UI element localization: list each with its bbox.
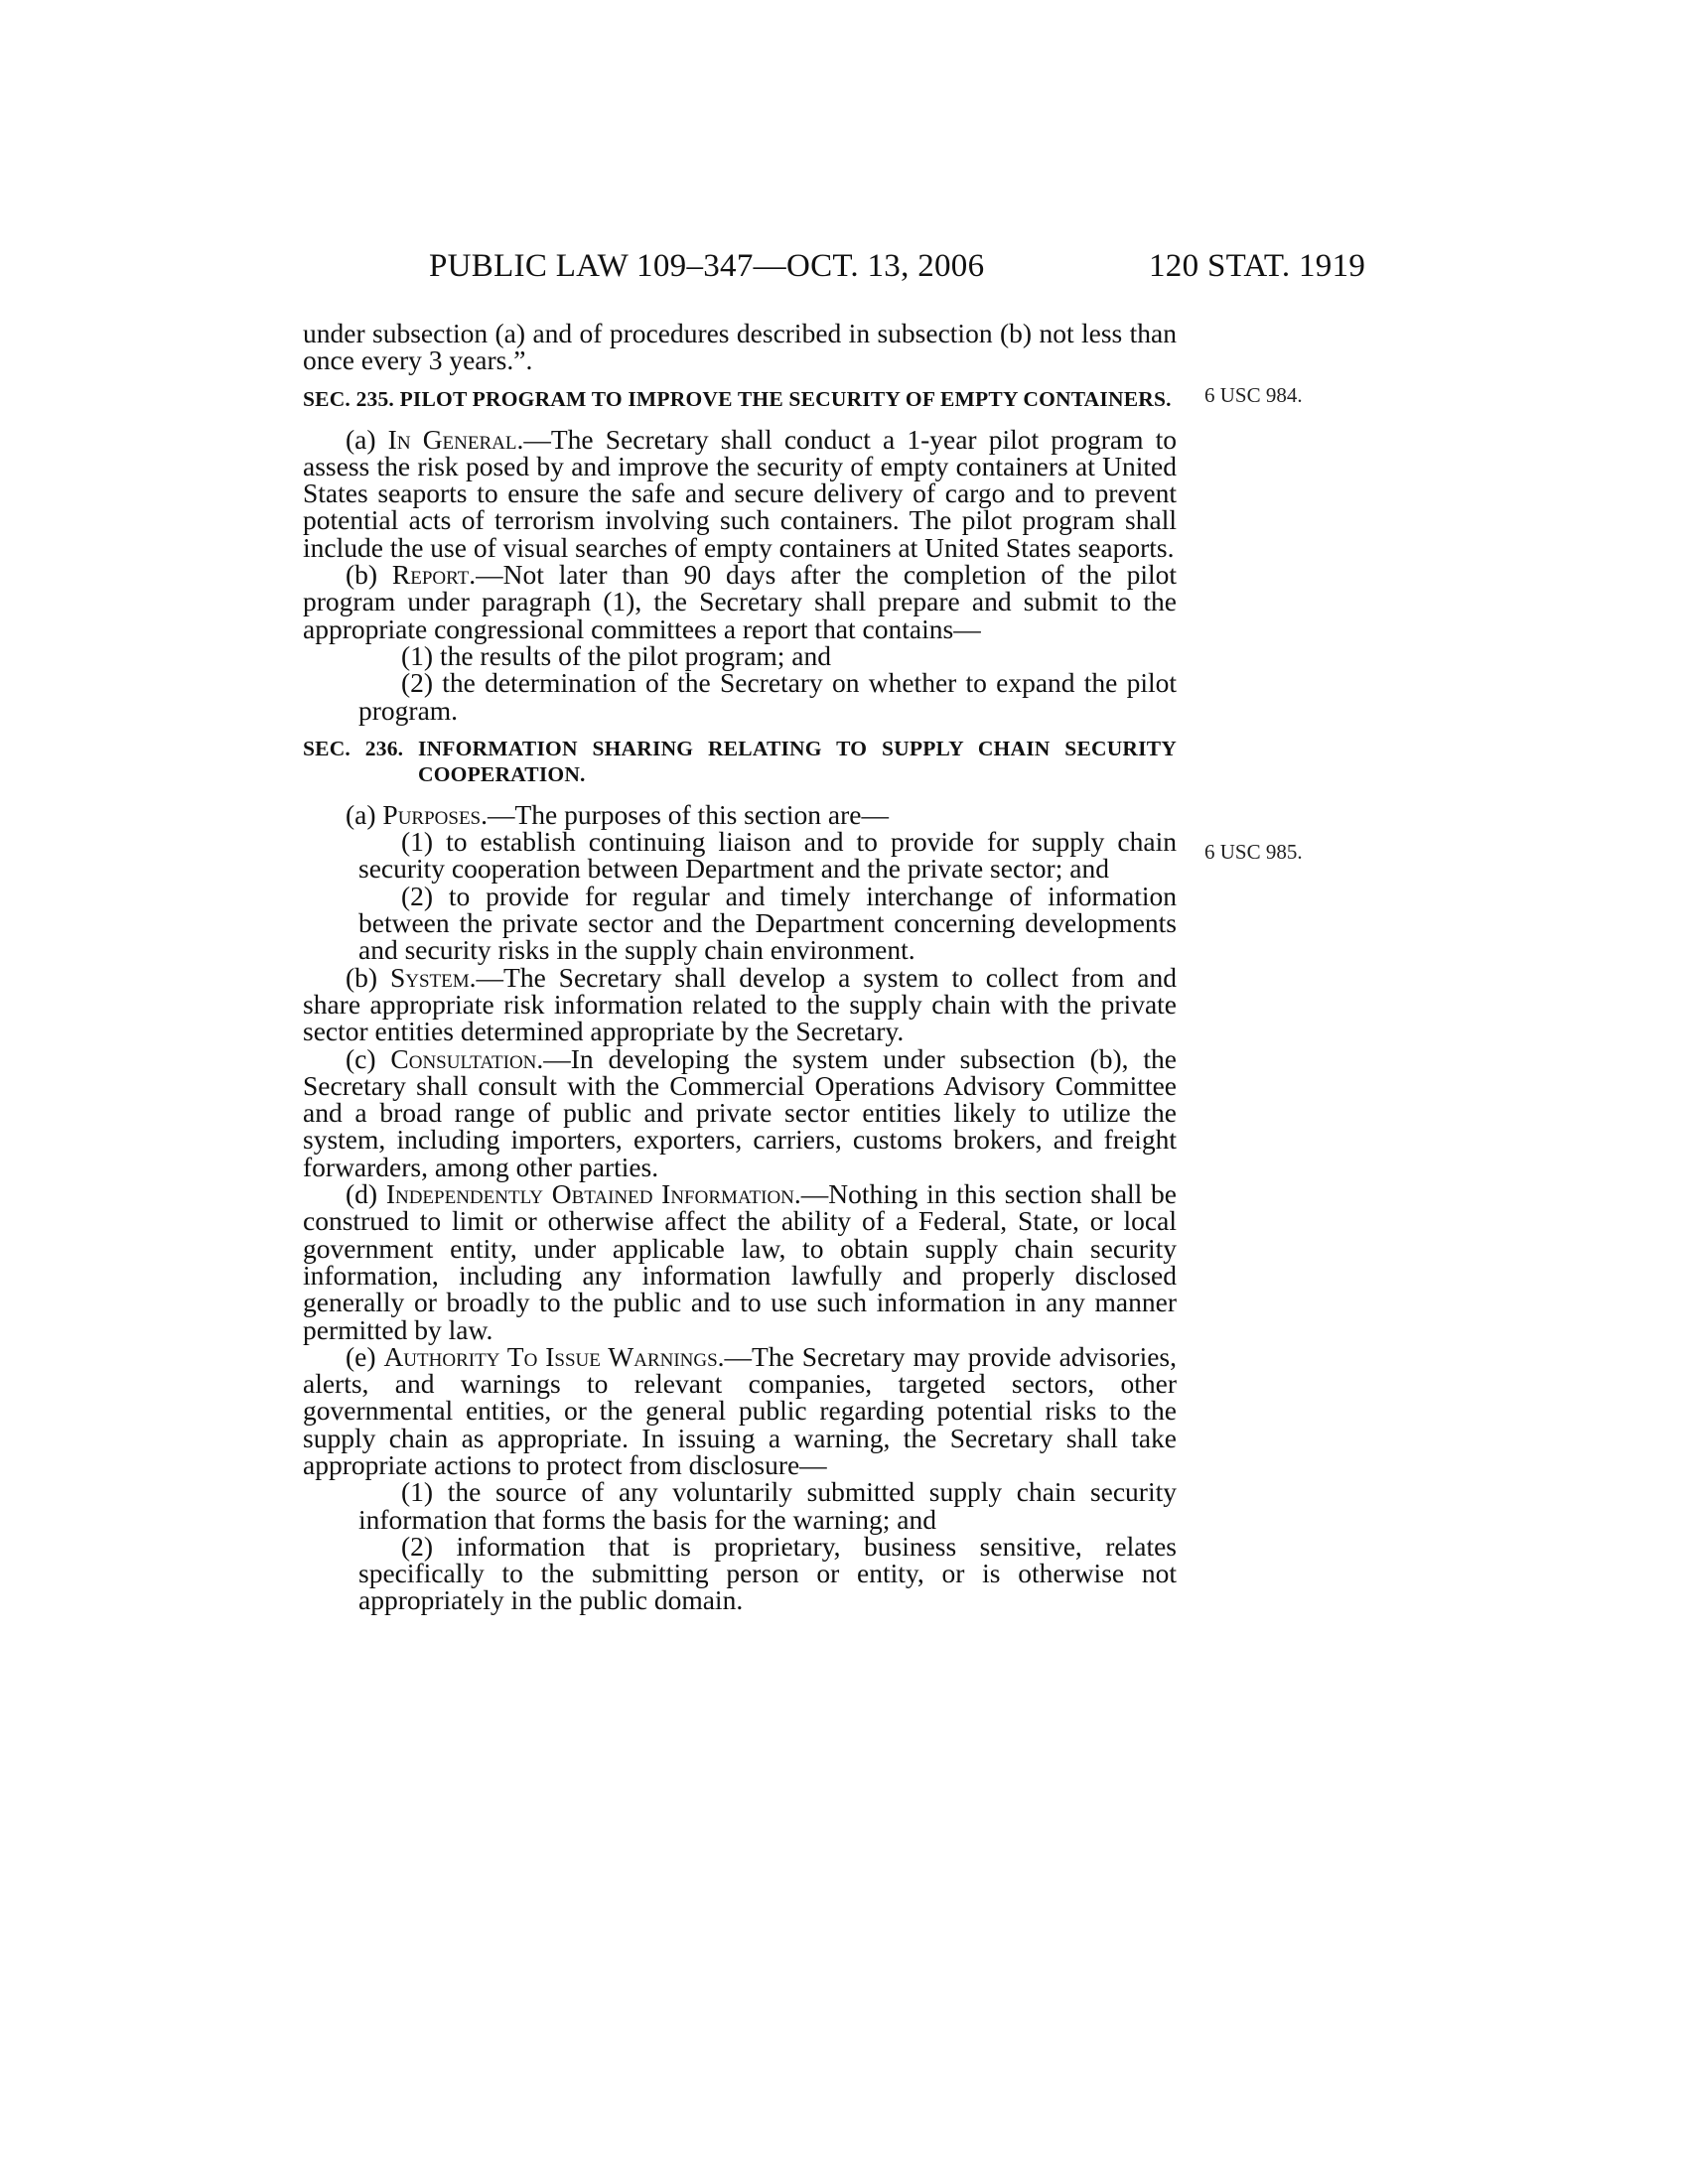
sec236-subsection-c: (c) Consultation.—In developing the system under subsection (b), the Secretary shall consult with the Commercial Operations Advisory Committee and a broad range of public and private sector entities likely to utilize the system, including importers, exporters, carriers, customs brokers, and freight forwarders, among other parties. bbox=[303, 1042, 1177, 1182]
sec236-subsection-a: (a) Purposes.—The purposes of this section are— bbox=[346, 798, 890, 830]
sec236-paragraph-a1: (1) to establish continuing liaison and to provide for supply chain security cooperation between Department and the private sector; and bbox=[358, 826, 1177, 885]
section-235-heading: SEC. 235. PILOT PROGRAM TO IMPROVE THE SECURITY OF EMPTY CONTAINERS. bbox=[303, 386, 1172, 411]
law-citation: PUBLIC LAW 109–347—OCT. 13, 2006 bbox=[429, 248, 985, 284]
sec235-subsection-a: (a) In General.—The Secretary shall conduct a 1-year pilot program to assess the risk posed by and improve the security of empty containers at United States seaports to ensure the safe and secure delivery of cargo and to prevent potential acts of terrorism involving such containers. The pilot program shall include the use of visual searches of empty containers at United States seaports. bbox=[303, 423, 1177, 563]
carryover-paragraph: under subsection (a) and of procedures described in subsection (b) not less than once every 3 years.”. bbox=[303, 318, 1177, 376]
sec236-subsection-d: (d) Independently Obtained Information.—Nothing in this section shall be construed to limit or otherwise affect the ability of a Federal, State, or local government entity, under applicable law, to obtain supply chain security information, including any information lawfully and properly disclosed generally or broadly to the public and to use such information in any manner permitted by law. bbox=[303, 1178, 1177, 1345]
margin-note-sec236: 6 USC 985. bbox=[1204, 840, 1303, 864]
sec236-subsection-b: (b) System.—The Secretary shall develop a system to collect from and share appropriate risk information related to the supply chain with the private sector entities determined appropriate by the Secretary. bbox=[303, 961, 1177, 1047]
section-236-heading: SEC. 236. INFORMATION SHARING RELATING TO SUPPLY CHAIN SECURITY COOPERATION. bbox=[303, 736, 1177, 786]
sec236-paragraph-e2: (2) information that is proprietary, business sensitive, relates specifically to the submitting person or entity, or is otherwise not appropriately in the public domain. bbox=[358, 1530, 1177, 1616]
statute-page: 120 STAT. 1919 bbox=[1149, 248, 1366, 284]
margin-note-sec235: 6 USC 984. bbox=[1204, 383, 1303, 407]
sec236-subsection-e: (e) Authority To Issue Warnings.—The Secretary may provide advisories, alerts, and warnings to relevant companies, targeted sectors, other governmental entities, or the general public regarding potential risks to the supply chain as appropriate. In issuing a warning, the Secretary shall take appropriate actions to protect from disclosure— bbox=[303, 1340, 1177, 1480]
page-header bbox=[0, 248, 1688, 288]
sec236-paragraph-e1: (1) the source of any voluntarily submitted supply chain security information that forms the basis for the warning; and bbox=[358, 1476, 1177, 1535]
sec235-paragraph-1: (1) the results of the pilot program; and bbox=[401, 639, 832, 671]
sec235-subsection-b: (b) Report.—Not later than 90 days after the completion of the pilot program under paragraph (1), the Secretary shall prepare and submit to the appropriate congressional committees a report that contains— bbox=[303, 559, 1177, 644]
sec236-paragraph-a2: (2) to provide for regular and timely interchange of information between the private sector and the Department concerning developments and security risks in the supply chain environment. bbox=[358, 880, 1177, 966]
body-text bbox=[303, 320, 1177, 1614]
sec235-paragraph-2: (2) the determination of the Secretary on whether to expand the pilot program. bbox=[358, 667, 1177, 726]
